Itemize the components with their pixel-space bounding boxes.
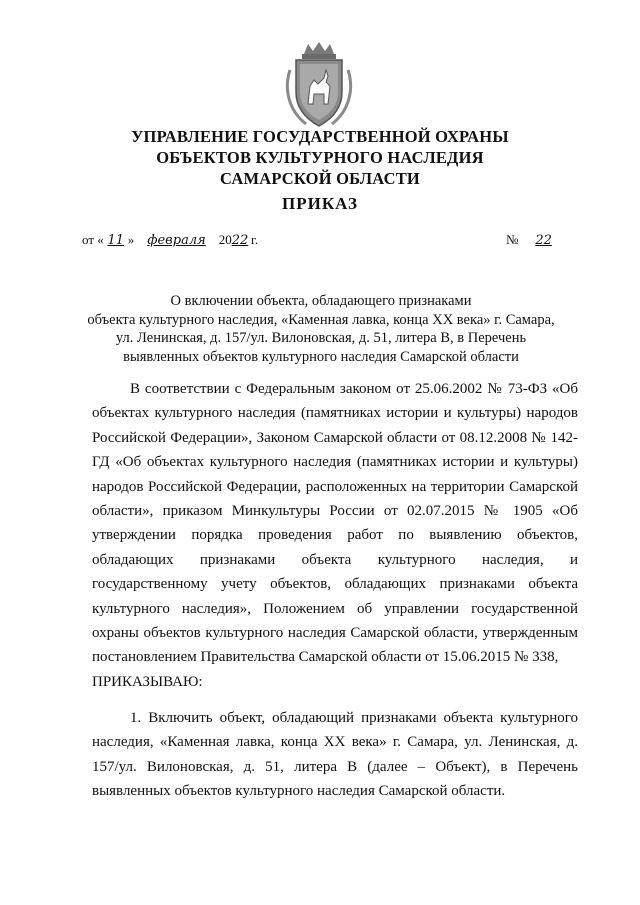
number-value: 22 bbox=[535, 233, 552, 248]
date-year-prefix: 20 bbox=[218, 232, 232, 247]
order-number bbox=[506, 232, 566, 248]
date-prefix: от « bbox=[82, 232, 104, 247]
coat-of-arms-emblem bbox=[282, 40, 356, 132]
subject-line-1: О включении объекта, обладающего признаками bbox=[170, 293, 472, 309]
header-line-1: УПРАВЛЕНИЕ ГОСУДАРСТВЕННОЙ ОХРАНЫ bbox=[131, 127, 509, 146]
order-subject bbox=[80, 292, 562, 366]
number-label: № bbox=[506, 232, 519, 247]
subject-line-4: выявленных объектов культурного наследия Самарской области bbox=[123, 348, 519, 365]
header-line-2: ОБЪЕКТОВ КУЛЬТУРНОГО НАСЛЕДИЯ bbox=[156, 148, 484, 167]
date-day: 11 bbox=[107, 233, 125, 248]
samara-region-coat-of-arms-icon bbox=[282, 40, 356, 132]
order-command: ПРИКАЗЫВАЮ: bbox=[92, 673, 203, 690]
preamble-text: В соответствии с Федеральным законом от 25.06.2002 № 73-ФЗ «Об объектах культурного наследия (памятниках истории и культуры) народов Российской Федерации», Законом Самарской области от 08.12.2008 № 142-ГД «Об объектах культурного наследия (памятниках истории и культуры) народов Российской Федерации, расположенных на территории Самарской области», приказом Минкультуры России от 02.07.2015 № 1905 «Об утверждении порядка проведения работ по выявлению объектов, обладающих признаками объекта культурного наследия, и государственному учету объектов, обладающих признаками объекта культурного наследия», Положением об управлении государственной охраны объектов культурного наследия Самарской области, утвержденным постановлением Правительства Самарской области от 15.06.2015 № 338, bbox=[92, 381, 578, 666]
date-year-suffix: 22 bbox=[231, 233, 249, 248]
date-mid: » bbox=[127, 232, 135, 247]
order-title: ПРИКАЗ bbox=[282, 194, 358, 213]
body-paragraph-preamble bbox=[92, 377, 578, 694]
order-date bbox=[82, 232, 258, 248]
date-suffix: г. bbox=[251, 232, 259, 247]
date-month: февраля bbox=[147, 233, 206, 248]
item-1-text: 1. Включить объект, обладающий признаками объекта культурного наследия, «Каменная лавка, конца XX века» г. Самара, ул. Ленинская, д. 157/ул. Вилоновская, д. 51, литера В (далее – Объект), в Перечень выявленных объектов культурного наследия Самарской области. bbox=[92, 710, 578, 800]
subject-line-2: объекта культурного наследия, «Каменная лавка, конца XX века» г. Самара, bbox=[87, 311, 555, 328]
header-line-3: САМАРСКОЙ ОБЛАСТИ bbox=[220, 169, 420, 188]
subject-line-3: ул. Ленинская, д. 157/ул. Вилоновская, д. 51, литера В, в Перечень bbox=[115, 330, 527, 347]
body-item-1 bbox=[92, 706, 578, 804]
